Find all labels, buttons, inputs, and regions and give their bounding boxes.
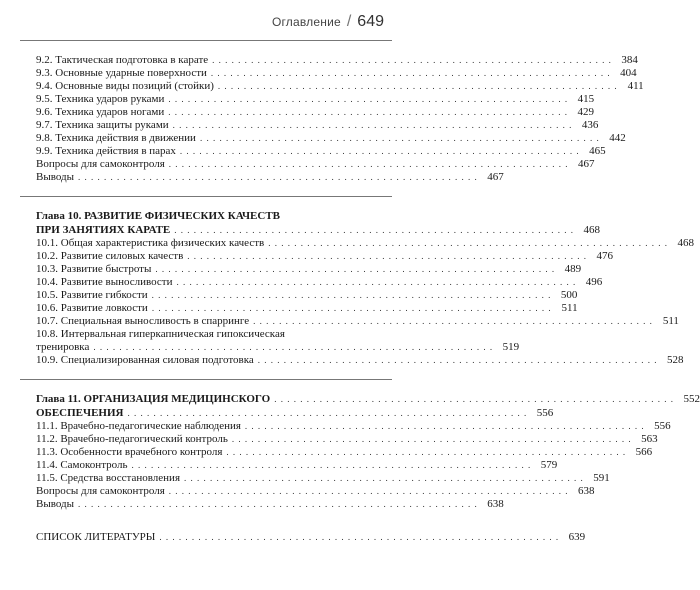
leader-dots: . . . . . . . . . . . . . . . . . . . . . . . . . . . . . . . . . . . . . . . . . . . . . . . . . . . . . . . . . . . . . . bbox=[168, 486, 569, 496]
toc-entry-label-line1: 10.8. Интервальная гиперкапническая гипоксическая bbox=[36, 328, 285, 340]
toc-entry bbox=[36, 472, 610, 485]
toc-entry-label-line2: тренировка bbox=[36, 341, 90, 353]
toc-entry-label: 10.3. Развитие быстроты bbox=[36, 263, 152, 275]
chapter-10-heading bbox=[36, 209, 600, 237]
leader-dots: . . . . . . . . . . . . . . . . . . . . . . . . . . . . . . . . . . . . . . . . . . . . . . . . . . . . . . . . . . . . . . bbox=[226, 447, 627, 457]
toc-entry bbox=[36, 54, 638, 67]
toc-entry-label: Вопросы для самоконтроля bbox=[36, 158, 165, 170]
leader-dots: . . . . . . . . . . . . . . . . . . . . . . . . . . . . . . . . . . . . . . . . . . . . . . . . . . . . . . . . . . . . . . bbox=[155, 264, 556, 274]
toc-entry-page: 476 bbox=[596, 250, 614, 262]
chapter-10-page: 468 bbox=[583, 224, 600, 236]
toc-entry-label: Вопросы для самоконтроля bbox=[36, 485, 165, 497]
leader-dots: . . . . . . . . . . . . . . . . . . . . . . . . . . . . . . . . . . . . . . . . . . . . . . . . . . . . . . . . . . . . . . bbox=[168, 94, 569, 104]
table-of-contents bbox=[36, 52, 700, 544]
leader-dots: . . . . . . . . . . . . . . . . . . . . . . . . . . . . . . . . . . . . . . . . . . . . . . . . . . . . . . . . . . . . . . bbox=[172, 120, 573, 130]
toc-entry bbox=[36, 446, 653, 459]
toc-entry-label: 9.3. Основные ударные поверхности bbox=[36, 67, 207, 79]
header-title: Оглавление bbox=[271, 15, 341, 29]
toc-entry bbox=[36, 158, 595, 171]
toc-entry-page: 468 bbox=[677, 237, 694, 249]
toc-entry bbox=[36, 289, 578, 302]
section-chapter-9 bbox=[36, 54, 644, 184]
toc-entry bbox=[36, 80, 644, 93]
toc-entry-label: 9.8. Техника действия в движении bbox=[36, 132, 196, 144]
leader-dots: . . . . . . . . . . . . . . . . . . . . . . . . . . . . . . . . . . . . . . . . . . . . . . . . . . . . . . . . . . . . . . bbox=[184, 473, 584, 483]
leader-dots: . . . . . . . . . . . . . . . . . . . . . . . . . . . . . . . . . . . . . . . . . . . . . . . . . . . . . . . . . . . . . . bbox=[179, 146, 580, 156]
header-divider: / bbox=[346, 13, 352, 30]
section-divider bbox=[20, 196, 392, 197]
leader-dots: . . . . . . . . . . . . . . . . . . . . . . . . . . . . . . . . . . . . . . . . . . . . . . . . . . . . . . . . . . . . . . bbox=[212, 55, 612, 65]
toc-entry-page: 579 bbox=[540, 459, 558, 471]
toc-entry-page: 465 bbox=[589, 145, 606, 157]
toc-entry-page: 638 bbox=[487, 498, 504, 510]
toc-entry-label: 10.7. Специальная выносливость в спарринге bbox=[36, 315, 250, 327]
toc-entry-label: 9.4. Основные виды позиций (стойки) bbox=[36, 80, 214, 92]
toc-entry-label: 10.6. Развитие ловкости bbox=[36, 302, 148, 314]
toc-entry-page: 496 bbox=[585, 276, 603, 288]
toc-entry bbox=[36, 263, 582, 276]
chapter-10-title-line1: Глава 10. РАЗВИТИЕ ФИЗИЧЕСКИХ КАЧЕСТВ bbox=[36, 210, 281, 222]
leader-dots: . . . . . . . . . . . . . . . . . . . . . . . . . . . . . . . . . . . . . . . . . . . . . . . . . . . . . . . . . . . . . . bbox=[217, 81, 618, 91]
toc-entry bbox=[36, 171, 504, 184]
toc-entry-page: 528 bbox=[667, 354, 684, 366]
toc-entry-page: 415 bbox=[577, 93, 595, 105]
toc-entry bbox=[36, 459, 558, 472]
toc-entry-page: 511 bbox=[662, 315, 679, 327]
toc-entry-label: 10.4. Развитие выносливости bbox=[36, 276, 173, 288]
toc-entry-page: 556 bbox=[654, 420, 671, 432]
leader-dots: . . . . . . . . . . . . . . . . . . . . . . . . . . . . . . . . . . . . . . . . . . . . . . . . . . . . . . . . . . . . . . bbox=[274, 394, 674, 404]
toc-entry-label: 9.5. Техника ударов руками bbox=[36, 93, 165, 105]
leader-dots: . . . . . . . . . . . . . . . . . . . . . . . . . . . . . . . . . . . . . . . . . . . . . . . . . . . . . . . . . . . . . . bbox=[78, 499, 478, 509]
toc-entry-page: 436 bbox=[581, 119, 599, 131]
leader-dots: . . . . . . . . . . . . . . . . . . . . . . . . . . . . . . . . . . . . . . . . . . . . . . . . . . . . . . . . . . . . . . bbox=[78, 172, 478, 182]
toc-entry-page: 591 bbox=[593, 472, 610, 484]
toc-entry bbox=[36, 67, 637, 80]
toc-entry-page: 500 bbox=[560, 289, 578, 301]
toc-entry-label: 9.6. Техника ударов ногами bbox=[36, 106, 165, 118]
leader-dots: . . . . . . . . . . . . . . . . . . . . . . . . . . . . . . . . . . . . . . . . . . . . . . . . . . . . . . . . . . . . . . bbox=[231, 434, 632, 444]
leader-dots: . . . . . . . . . . . . . . . . . . . . . . . . . . . . . . . . . . . . . . . . . . . . . . . . . . . . . . . . . . . . . . bbox=[176, 277, 577, 287]
toc-entry bbox=[36, 498, 504, 511]
leader-dots: . . . . . . . . . . . . . . . . . . . . . . . . . . . . . . . . . . . . . . . . . . . . . . . . . . . . . . . . . . . . . . bbox=[131, 460, 532, 470]
leader-dots: . . . . . . . . . . . . . . . . . . . . . . . . . . . . . . . . . . . . . . . . . . . . . . . . . . . . . . . . . . . . . . bbox=[151, 290, 552, 300]
toc-entry bbox=[36, 433, 658, 446]
toc-entry-10-8 bbox=[36, 328, 520, 354]
toc-entry-label: Выводы bbox=[36, 171, 75, 183]
leader-dots: . . . . . . . . . . . . . . . . . . . . . . . . . . . . . . . . . . . . . . . . . . . . . . . . . . . . . . . . . . . . . . bbox=[257, 355, 658, 365]
references-page: 639 bbox=[568, 531, 586, 543]
leader-dots: . . . . . . . . . . . . . . . . . . . . . . . . . . . . . . . . . . . . . . . . . . . . . . . . . . . . . . . . . . . . . . bbox=[168, 107, 568, 117]
toc-entry bbox=[36, 420, 671, 433]
leader-dots: . . . . . . . . . . . . . . . . . . . . . . . . . . . . . . . . . . . . . . . . . . . . . . . . . . . . . . . . . . . . . . bbox=[127, 408, 528, 418]
toc-entry bbox=[36, 485, 595, 498]
toc-entry-page: 467 bbox=[487, 171, 504, 183]
toc-entry-page: 519 bbox=[502, 341, 520, 353]
leader-dots: . . . . . . . . . . . . . . . . . . . . . . . . . . . . . . . . . . . . . . . . . . . . . . . . . . . . . . . . . . . . . . bbox=[210, 68, 611, 78]
toc-entry bbox=[36, 315, 679, 328]
toc-entry-page: 442 bbox=[609, 132, 626, 144]
toc-entry-label: 9.9. Техника действия в парах bbox=[36, 145, 176, 157]
toc-entry-label: 10.2. Развитие силовых качеств bbox=[36, 250, 184, 262]
toc-entry-label: 10.5. Развитие гибкости bbox=[36, 289, 148, 301]
toc-entry-page: 489 bbox=[564, 263, 582, 275]
toc-entry bbox=[36, 106, 594, 119]
toc-entry-label: 10.1. Общая характеристика физических качеств bbox=[36, 237, 265, 249]
leader-dots: . . . . . . . . . . . . . . . . . . . . . . . . . . . . . . . . . . . . . . . . . . . . . . . . . . . . . . . . . . . . . . bbox=[151, 303, 552, 313]
chapter-11-heading bbox=[36, 392, 700, 420]
toc-entry bbox=[36, 132, 626, 145]
toc-entry-page: 563 bbox=[641, 433, 658, 445]
chapter-11-title-line2: ОБЕСПЕЧЕНИЯ bbox=[36, 407, 124, 419]
section-chapter-11 bbox=[36, 392, 700, 511]
toc-entry bbox=[36, 302, 578, 315]
toc-entry-label: 11.2. Врачебно-педагогический контроль bbox=[36, 433, 228, 445]
toc-entry-page: 467 bbox=[578, 158, 595, 170]
toc-entry-label: 9.7. Техника защиты руками bbox=[36, 119, 169, 131]
header-rule bbox=[20, 40, 392, 41]
section-chapter-10 bbox=[36, 209, 694, 367]
leader-dots: . . . . . . . . . . . . . . . . . . . . . . . . . . . . . . . . . . . . . . . . . . . . . . . . . . . . . . . . . . . . . . bbox=[199, 133, 600, 143]
chapter-11-page-2: 556 bbox=[536, 407, 554, 419]
toc-entry-label: Выводы bbox=[36, 498, 75, 510]
toc-entry bbox=[36, 119, 599, 132]
chapter-11-title-line1: Глава 11. ОРГАНИЗАЦИЯ МЕДИЦИНСКОГО bbox=[36, 393, 271, 405]
toc-entry-page: 566 bbox=[635, 446, 653, 458]
toc-entry-page: 511 bbox=[561, 302, 578, 314]
toc-entry-label: 10.9. Специализированная силовая подготовка bbox=[36, 354, 254, 366]
toc-entry bbox=[36, 93, 595, 106]
header-page-number: 649 bbox=[357, 13, 384, 30]
chapter-10-title-line2: ПРИ ЗАНЯТИЯХ КАРАТЕ bbox=[36, 224, 171, 236]
toc-entry-page: 429 bbox=[577, 106, 594, 118]
leader-dots: . . . . . . . . . . . . . . . . . . . . . . . . . . . . . . . . . . . . . . . . . . . . . . . . . . . . . . . . . . . . . . bbox=[159, 532, 560, 542]
leader-dots: . . . . . . . . . . . . . . . . . . . . . . . . . . . . . . . . . . . . . . . . . . . . . . . . . . . . . . . . . . . . . . bbox=[187, 251, 588, 261]
leader-dots: . . . . . . . . . . . . . . . . . . . . . . . . . . . . . . . . . . . . . . . . . . . . . . . . . . . . . . . . . . . . . . bbox=[268, 238, 668, 248]
toc-entry-label: 11.1. Врачебно-педагогические наблюдения bbox=[36, 420, 241, 432]
toc-entry-page: 411 bbox=[627, 80, 644, 92]
toc-entry-label: 11.3. Особенности врачебного контроля bbox=[36, 446, 223, 458]
toc-entry bbox=[36, 145, 606, 158]
toc-entry-label: 9.2. Тактическая подготовка в карате bbox=[36, 54, 209, 66]
leader-dots: . . . . . . . . . . . . . . . . . . . . . . . . . . . . . . . . . . . . . . . . . . . . . . . . . . . . . . . . . . . . . . bbox=[253, 316, 653, 326]
leader-dots: . . . . . . . . . . . . . . . . . . . . . . . . . . . . . . . . . . . . . . . . . . . . . . . . . . . . . . . . . . . . . . bbox=[168, 159, 569, 169]
leader-dots: . . . . . . . . . . . . . . . . . . . . . . . . . . . . . . . . . . . . . . . . . . . . . . . . . . . . . . . . . . . . . . bbox=[244, 421, 645, 431]
running-header bbox=[272, 13, 384, 31]
toc-entry-label: 11.4. Самоконтроль bbox=[36, 459, 128, 471]
toc-entry-page: 404 bbox=[620, 67, 637, 79]
toc-entry-references bbox=[36, 531, 586, 544]
section-divider bbox=[20, 379, 392, 380]
toc-entry-page: 638 bbox=[578, 485, 595, 497]
toc-entry-page: 384 bbox=[621, 54, 638, 66]
toc-entry-label: 11.5. Средства восстановления bbox=[36, 472, 181, 484]
toc-entry bbox=[36, 276, 603, 289]
leader-dots: . . . . . . . . . . . . . . . . . . . . . . . . . . . . . . . . . . . . . . . . . . . . . . . . . . . . . . . . . . . . . . bbox=[93, 342, 494, 352]
toc-entry-10-9 bbox=[36, 354, 684, 367]
chapter-11-page-1: 552 bbox=[683, 393, 700, 405]
toc-entry bbox=[36, 237, 694, 250]
references-label: СПИСОК ЛИТЕРАТУРЫ bbox=[36, 531, 156, 543]
toc-entry bbox=[36, 250, 614, 263]
leader-dots: . . . . . . . . . . . . . . . . . . . . . . . . . . . . . . . . . . . . . . . . . . . . . . . . . . . . . . . . . . . . . . bbox=[174, 225, 574, 235]
